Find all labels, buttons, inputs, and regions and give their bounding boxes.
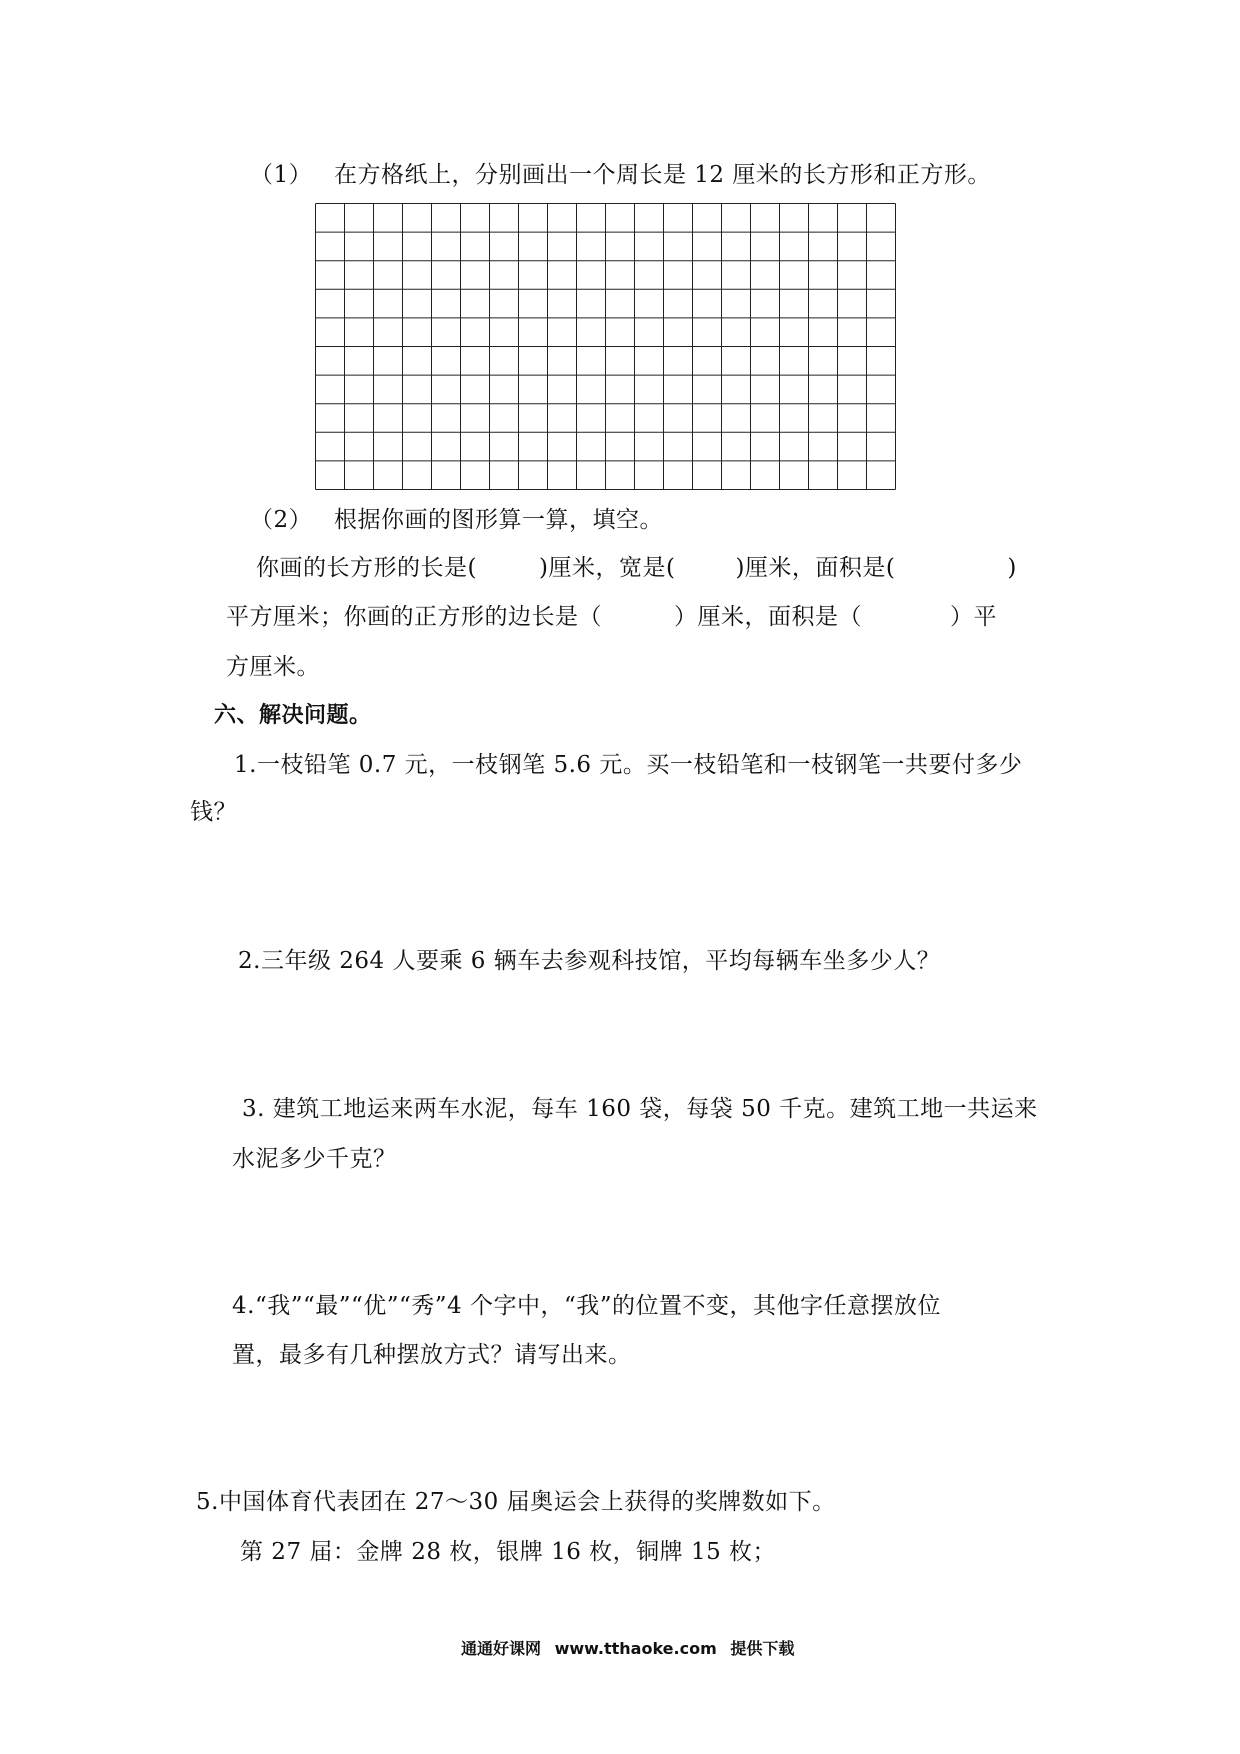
problem-2-line-1: 2.三年级 264 人要乘 6 辆车去参观科技馆，平均每辆车坐多少人？: [238, 948, 941, 974]
question-1-text: 在方格纸上，分别画出一个周长是 12 厘米的长方形和正方形。: [333, 162, 991, 188]
footer-suffix: 提供下载: [730, 1639, 795, 1658]
fill-text: ）平: [950, 604, 997, 630]
problem-3-line-2: 水泥多少千克？: [232, 1146, 397, 1172]
problem-1-line-1: 1.一枝铅笔 0.7 元，一枝钢笔 5.6 元。买一枝铅笔和一枝钢笔一共要付多少: [234, 752, 1023, 778]
grid-paper[interactable]: [315, 203, 905, 493]
fill-text: 你画的长方形的长是(: [256, 555, 477, 581]
fill-text: )厘米，宽是(: [538, 555, 676, 581]
fill-line-2: [226, 602, 997, 632]
fill-text: ): [1007, 555, 1017, 581]
question-1-number: （1）: [250, 162, 313, 188]
fill-line-3: 方厘米。: [226, 654, 320, 680]
problem-5-line-2: 第 27 届：金牌 28 枚，银牌 16 枚，铜牌 15 枚；: [240, 1539, 777, 1565]
question-1: [250, 160, 991, 190]
problem-4-line-1: 4.“我”“最”“优”“秀”4 个字中，“我”的位置不变，其他字任意摆放位: [232, 1293, 941, 1319]
problem-1-line-2: 钱？: [190, 799, 237, 825]
problem-5-line-1: 5.中国体育代表团在 27～30 届奥运会上获得的奖牌数如下。: [196, 1489, 836, 1515]
section-heading: 六、解决问题。: [214, 703, 372, 728]
problem-3-line-1: 3. 建筑工地运来两车水泥，每车 160 袋，每袋 50 千克。建筑工地一共运来: [242, 1096, 1038, 1122]
footer-site-name: 通通好课网: [461, 1639, 542, 1658]
fill-text: ）厘米，面积是（: [674, 604, 862, 630]
question-2-number: （2）: [250, 507, 313, 533]
question-2: [250, 505, 663, 535]
question-2-text: 根据你画的图形算一算，填空。: [333, 507, 663, 533]
footer-url: www.tthaoke.com: [554, 1639, 717, 1658]
fill-text: )厘米，面积是(: [735, 555, 896, 581]
fill-line-1: [256, 553, 1017, 583]
problem-4-line-2: 置，最多有几种摆放方式？请写出来。: [232, 1342, 632, 1368]
page-footer: [461, 1638, 794, 1660]
fill-text: 平方厘米；你画的正方形的边长是（: [226, 604, 602, 630]
